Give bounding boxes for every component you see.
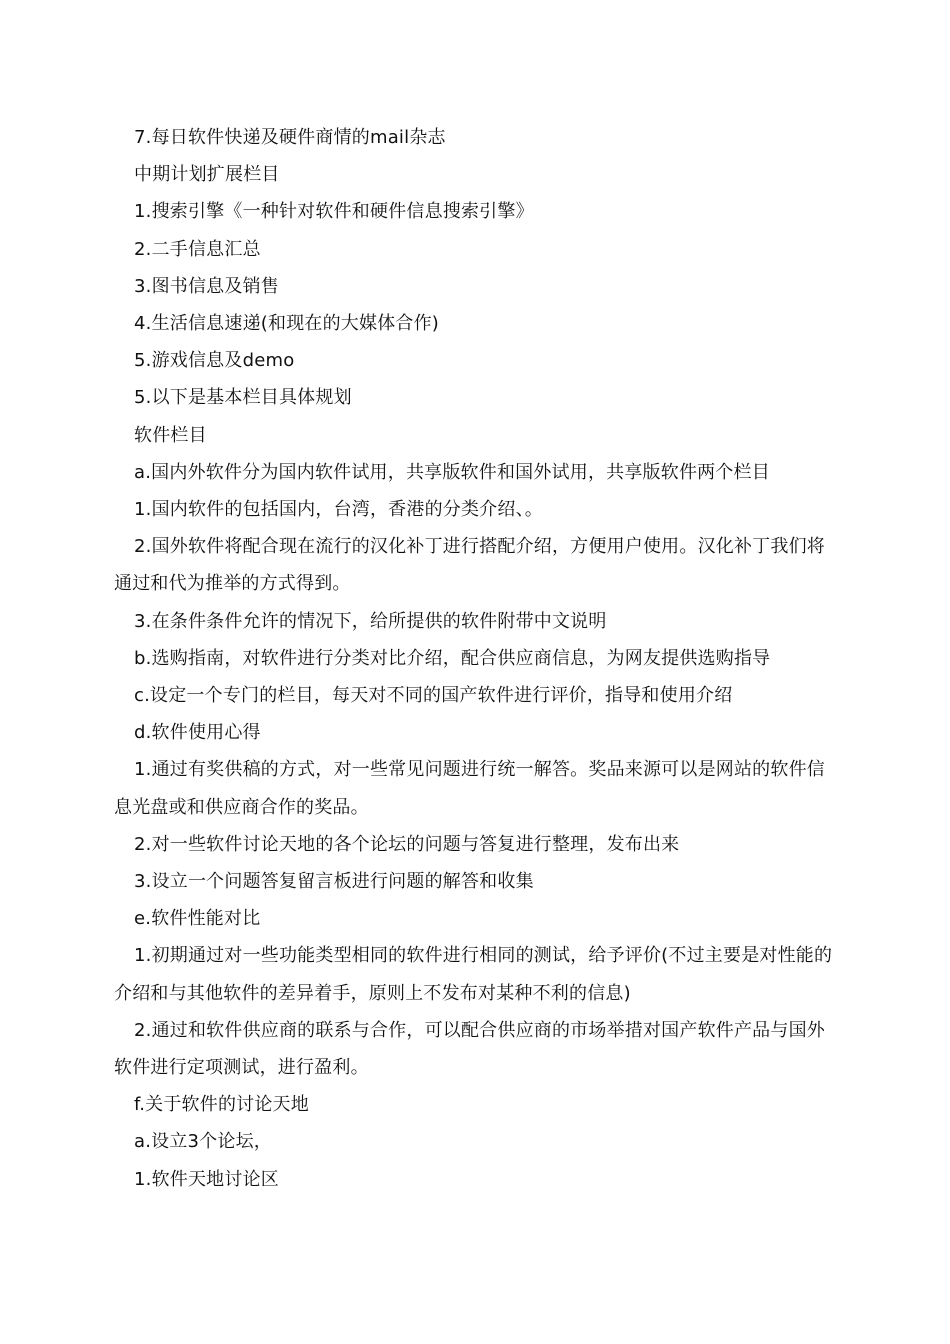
paragraph-usage-experience: d.软件使用心得 [134, 722, 261, 744]
paragraph-search-engine: 1.搜索引擎《一种针对软件和硬件信息搜索引擎》 [134, 201, 534, 223]
paragraph-initial-testing: 1.初期通过对一些功能类型相同的软件进行相同的测试，给予评价(不过主要是对性能的介绍和与其他软件的差异着手，原则上不发布对某种不利的信息) [114, 945, 833, 1004]
paragraph-supplier-testing: 2.通过和软件供应商的联系与合作，可以配合供应商的市场举措对国产软件产品与国外软件进行定项测试，进行盈利。 [114, 1019, 825, 1079]
paragraph-game-info: 5.游戏信息及demo [134, 350, 295, 372]
paragraph-chinese-description: 3.在条件条件允许的情况下，给所提供的软件附带中文说明 [134, 610, 607, 632]
paragraph-life-info: 4.生活信息速递(和现在的大媒体合作) [134, 313, 440, 335]
paragraph-domestic-foreign-software: a.国内外软件分为国内软件试用，共享版软件和国外试用，共享版软件两个栏目 [134, 461, 770, 483]
paragraph-forum-organize: 2.对一些软件讨论天地的各个论坛的问题与答复进行整理，发布出来 [134, 833, 680, 855]
paragraph-secondhand-info: 2.二手信息汇总 [134, 238, 261, 260]
paragraph-basic-columns: 5.以下是基本栏目具体规划 [134, 387, 352, 409]
document-body [114, 119, 838, 1198]
paragraph-three-forums: a.设立3个论坛， [134, 1131, 273, 1153]
paragraph-mail-magazine: 7.每日软件快递及硬件商情的mail杂志 [134, 127, 446, 148]
paragraph-midterm-heading: 中期计划扩展栏目 [134, 164, 280, 186]
paragraph-domestic-software: 1.国内软件的包括国内，台湾，香港的分类介绍、。 [134, 499, 543, 521]
paragraph-foreign-software: 2.国外软件将配合现在流行的汉化补丁进行搭配介绍，方便用户使用。汉化补丁我们将通过和代为推举的方式得到。 [114, 536, 825, 595]
paragraph-book-info: 3.图书信息及销售 [134, 275, 279, 297]
paragraph-performance-compare: e.软件性能对比 [134, 908, 261, 930]
paragraph-daily-review: c.设定一个专门的栏目，每天对不同的国产软件进行评价，指导和使用介绍 [134, 685, 733, 707]
paragraph-buying-guide: b.选购指南，对软件进行分类对比介绍，配合供应商信息，为网友提供选购指导 [134, 647, 771, 669]
paragraph-discussion-area: f.关于软件的讨论天地 [134, 1094, 309, 1116]
paragraph-prize-contributions: 1.通过有奖供稿的方式，对一些常见问题进行统一解答。奖品来源可以是网站的软件信息光盘或和供应商合作的奖品。 [114, 759, 825, 818]
paragraph-software-column: 软件栏目 [134, 424, 207, 446]
paragraph-message-board: 3.设立一个问题答复留言板进行问题的解答和收集 [134, 871, 534, 893]
paragraph-software-forum: 1.软件天地讨论区 [134, 1168, 279, 1190]
